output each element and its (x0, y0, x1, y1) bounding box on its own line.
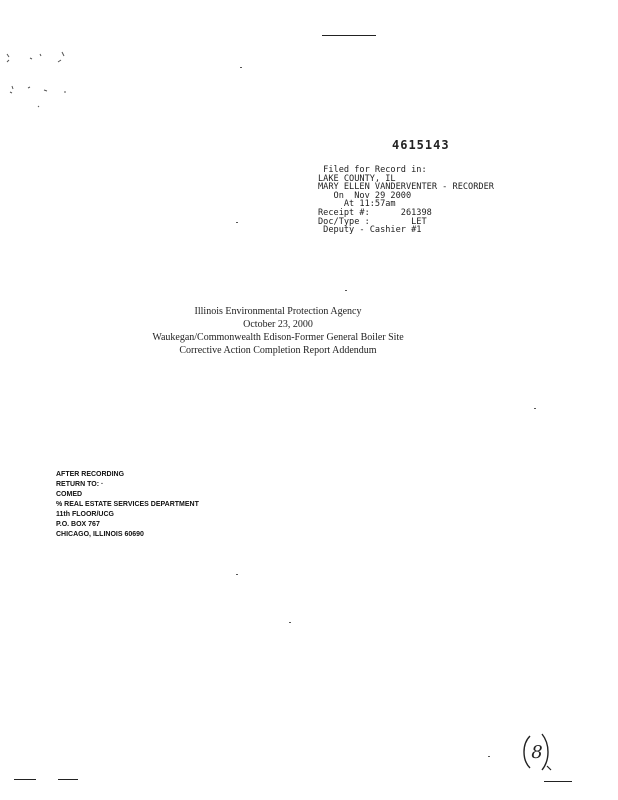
document-date: October 23, 2000 (243, 319, 313, 330)
return-address-block (56, 470, 199, 540)
return-line: COMED (56, 491, 83, 498)
return-line: RETURN TO: · (56, 481, 104, 488)
page-mark-number: 8 (531, 742, 543, 763)
return-line: AFTER RECORDING (56, 471, 125, 478)
scan-noise-top-left (0, 48, 80, 108)
stamp-line: Deputy - Cashier #1 (318, 225, 422, 236)
stamp-line: MARY ELLEN VANDERVENTER - RECORDER (318, 182, 494, 193)
return-line: 11th FLOOR/UCG (56, 511, 114, 518)
stamp-line: Filed for Record in: (318, 165, 427, 175)
top-rule (322, 35, 376, 36)
report-title: Corrective Action Completion Report Addendum (179, 345, 377, 356)
stamp-line: Doc/Type : LET (318, 216, 427, 227)
scan-speck (488, 756, 490, 757)
document-title-block (128, 305, 428, 357)
bottom-rule-left (14, 779, 36, 780)
bottom-rule-middle (58, 779, 78, 780)
scan-speck (236, 222, 238, 223)
bottom-rule-right (544, 781, 572, 782)
site-name: Waukegan/Commonwealth Edison-Former General Boiler Site (152, 332, 404, 343)
return-line: P.O. BOX 767 (56, 521, 100, 528)
scan-speck (345, 290, 347, 291)
document-number: 4615143 (392, 138, 450, 152)
scan-speck (240, 67, 242, 68)
stamp-line: LAKE COUNTY, IL (318, 173, 396, 184)
handwritten-page-mark (522, 730, 552, 772)
scan-speck (289, 622, 291, 623)
agency-name: Illinois Environmental Protection Agency (194, 306, 362, 317)
stamp-line: At 11:57am (318, 199, 396, 210)
scan-speck (236, 574, 238, 575)
stamp-line: On Nov 29 2000 (318, 190, 412, 201)
recording-stamp (318, 166, 494, 235)
stamp-line: Receipt #: 261398 (318, 207, 432, 218)
scan-speck (534, 408, 536, 409)
return-line: % REAL ESTATE SERVICES DEPARTMENT (56, 501, 199, 508)
return-line: CHICAGO, ILLINOIS 60690 (56, 531, 144, 538)
